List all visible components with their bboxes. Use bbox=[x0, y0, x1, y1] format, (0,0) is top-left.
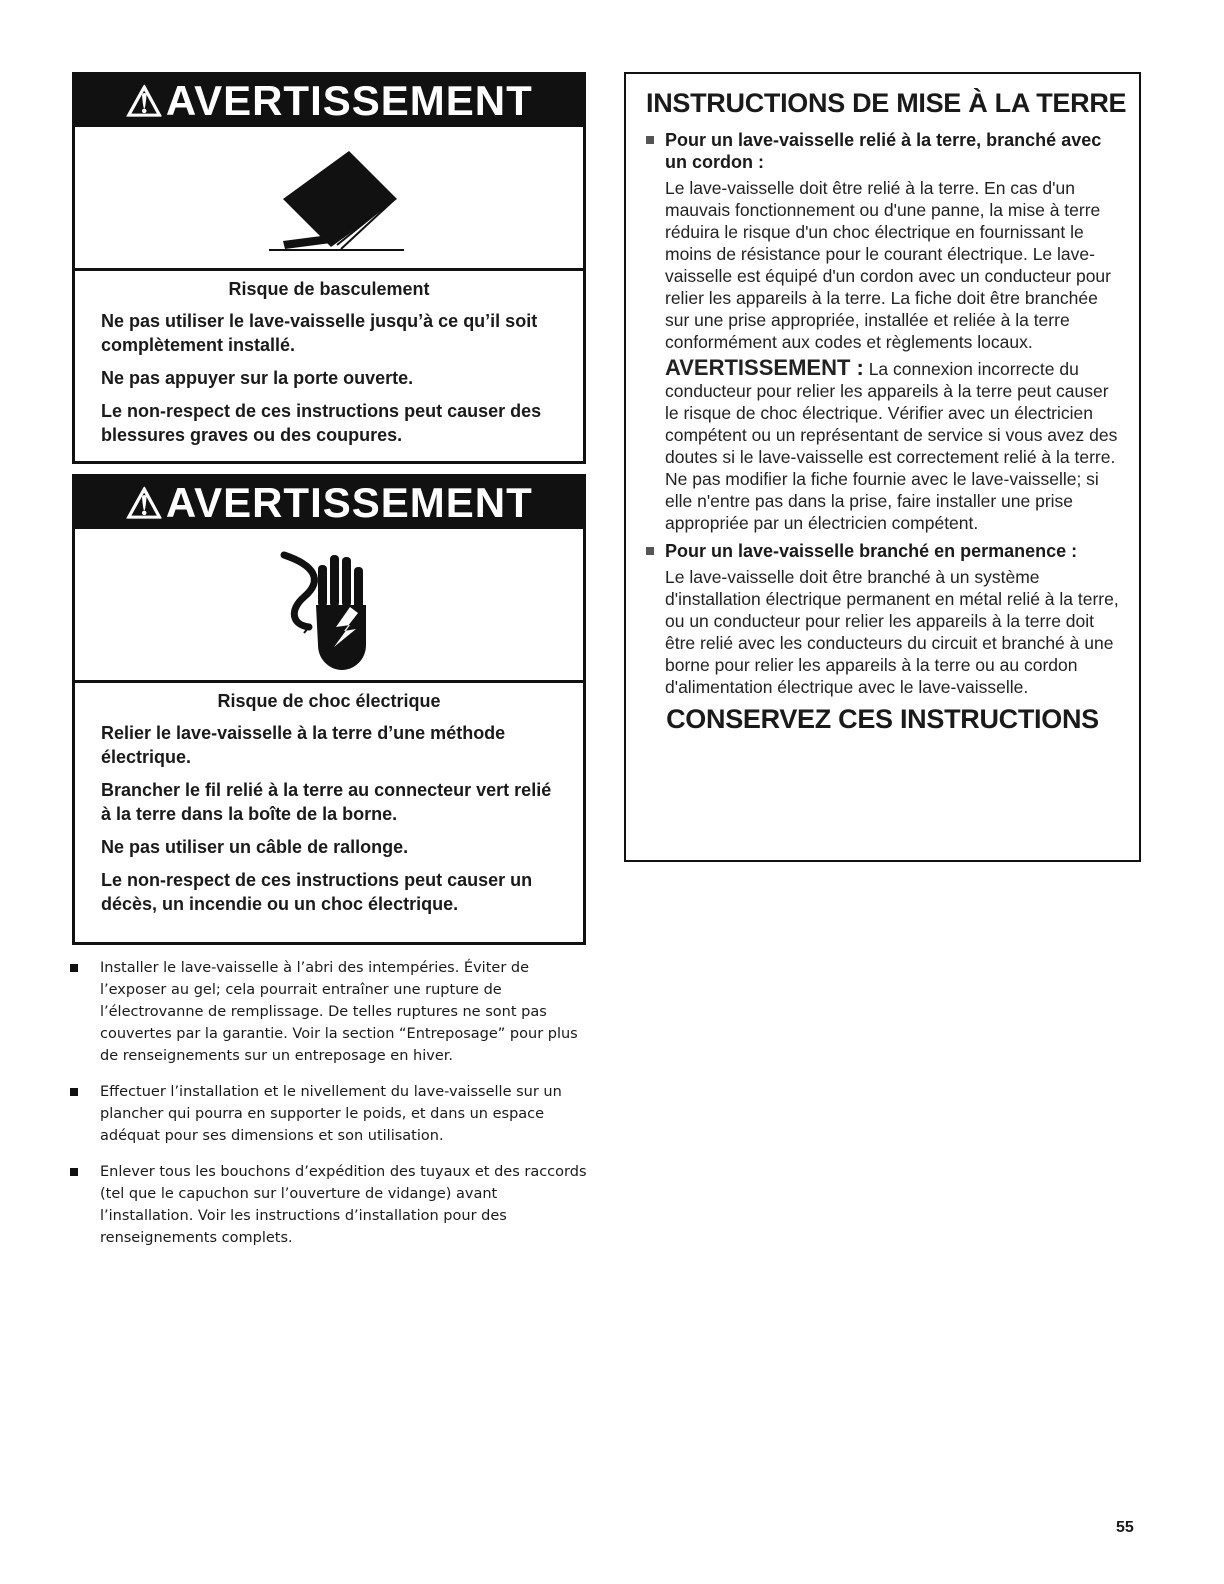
bullet-square-icon bbox=[70, 1168, 78, 1176]
warning-line: Relier le lave-vaisselle à la terre d’une méthode électrique. bbox=[101, 723, 506, 767]
warning-line: Le non-respect de ces instructions peut causer des blessures graves ou des coupures. bbox=[101, 401, 542, 445]
list-item bbox=[70, 957, 590, 1067]
risk-title: Risque de basculement bbox=[228, 279, 430, 299]
grounding-title: INSTRUCTIONS DE MISE À LA TERRE bbox=[646, 88, 1127, 118]
bullet-square-icon bbox=[646, 547, 654, 555]
list-item-heading: Pour un lave-vaisselle relié à la terre, branché avec un cordon : bbox=[665, 130, 1102, 172]
tip-over-picture bbox=[75, 127, 583, 271]
grounding-paragraph: Le lave-vaisselle doit être branché à un système d'installation électrique permanent en métal relié à la terre, ou un conducteur pour relier les appareils à la terre doit être relié avec les conducteurs du circuit et branché à une borne pour relier les appareils à la terre ou au cordon d'alimentation électrique avec le lave-vaisselle. bbox=[665, 567, 1119, 697]
warning-header-text: AVERTISSEMENT bbox=[165, 77, 533, 124]
list-item bbox=[646, 129, 1119, 173]
list-item-text: Enlever tous les bouchons d’expédition des tuyaux et des raccords (tel que le capuchon sur l’ouverture de vidange) avant l’installation. Voir les instructions d’installation pour des renseignements complets. bbox=[100, 1164, 587, 1246]
list-item bbox=[70, 1161, 590, 1249]
warning-keyword: AVERTISSEMENT : bbox=[665, 355, 864, 380]
warning-triangle-icon: ⚠ bbox=[125, 479, 164, 527]
bullet-square-icon bbox=[646, 136, 654, 144]
warning-line: Le non-respect de ces instructions peut causer un décès, un incendie ou un choc électrique. bbox=[101, 870, 533, 914]
warning-text: La connexion incorrecte du conducteur pour relier les appareils à la terre peut causer le risque de choc électrique. Vérifier avec un électricien compétent ou un représentant de service si vous avez des doutes si le lave-vaisselle est correctement relié à la terre. Ne pas modifier la fiche fournie avec le lave-vaisselle; si elle n'entre pas dans la prise, faire installer une prise appropriée par un électricien compétent. bbox=[665, 359, 1118, 533]
grounding-instructions bbox=[624, 72, 1141, 862]
warning-header bbox=[75, 75, 583, 127]
list-item bbox=[70, 1081, 590, 1147]
electric-shock-warning bbox=[72, 474, 586, 945]
bullet-square-icon bbox=[70, 1088, 78, 1096]
save-instructions-footer: CONSERVEZ CES INSTRUCTIONS bbox=[666, 704, 1099, 734]
warning-line: Ne pas utiliser un câble de rallonge. bbox=[101, 837, 409, 857]
list-item-text: Effectuer l’installation et le nivellement du lave-vaisselle sur un plancher qui pourra en supporter le poids, et dans un espace adéquat pour ses dimensions et son utilisation. bbox=[100, 1084, 562, 1144]
electric-shock-hand-icon bbox=[254, 535, 404, 675]
tip-over-icon bbox=[239, 133, 419, 263]
list-item-heading: Pour un lave-vaisselle branché en permanence : bbox=[665, 541, 1078, 561]
warning-line: Ne pas utiliser le lave-vaisselle jusqu’à ce qu’il soit complètement installé. bbox=[101, 311, 538, 355]
electric-shock-picture bbox=[75, 529, 583, 683]
bullet-square-icon bbox=[70, 964, 78, 972]
warning-line: Brancher le fil relié à la terre au connecteur vert relié à la terre dans la boîte de la borne. bbox=[101, 780, 552, 824]
list-item-text: Installer le lave-vaisselle à l’abri des intempéries. Éviter de l’exposer au gel; cela pourrait entraîner une rupture de l’électrovanne de remplissage. De telles ruptures ne sont pas couvertes par la garantie. Voir la section “Entreposage” pour plus de renseignements sur un entreposage en hiver. bbox=[100, 960, 578, 1064]
installation-notes bbox=[70, 957, 590, 1263]
warning-header bbox=[75, 477, 583, 529]
tip-over-warning bbox=[72, 72, 586, 464]
grounding-paragraph: Le lave-vaisselle doit être relié à la terre. En cas d'un mauvais fonctionnement ou d'une panne, la mise à terre réduira le risque d'un choc électrique en fournissant le moins de résistance pour le courant électrique. Le lave-vaisselle est équipé d'un cordon avec un conducteur pour relier les appareils à la terre. La fiche doit être branchée sur une prise appropriée, installée et reliée à la terre conformément aux codes et règlements locaux. bbox=[665, 178, 1111, 352]
page-number: 55 bbox=[1116, 1519, 1134, 1536]
warning-line: Ne pas appuyer sur la porte ouverte. bbox=[101, 368, 414, 388]
list-item bbox=[646, 540, 1119, 562]
risk-title: Risque de choc électrique bbox=[217, 691, 441, 711]
warning-header-text: AVERTISSEMENT bbox=[165, 479, 533, 526]
warning-triangle-icon: ⚠ bbox=[125, 77, 164, 125]
grounding-warning bbox=[646, 357, 1119, 534]
